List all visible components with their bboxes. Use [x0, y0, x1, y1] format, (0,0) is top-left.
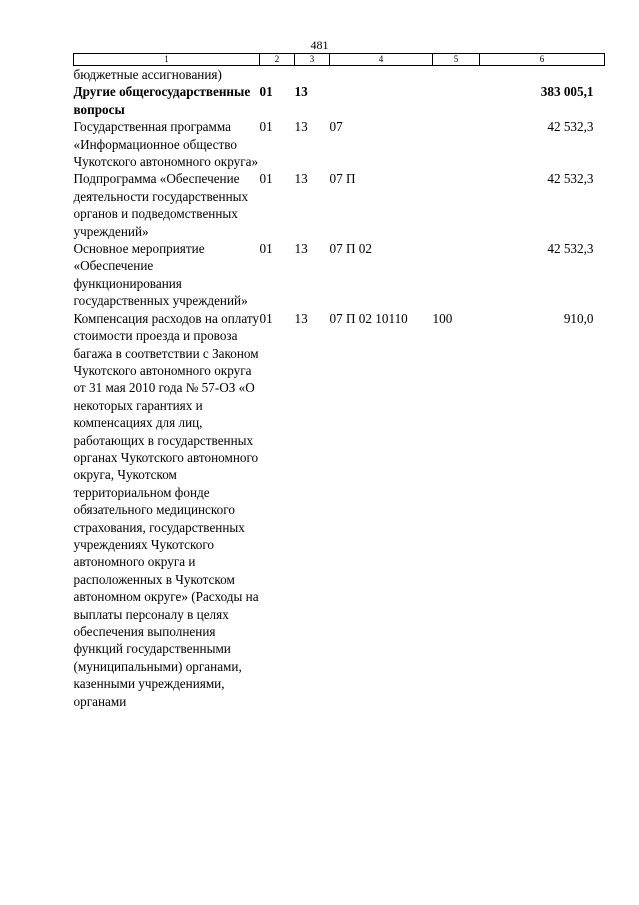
row-section: 01 [259, 171, 273, 187]
row-target: 07 П 02 [329, 241, 372, 257]
row-subsection: 13 [294, 241, 308, 257]
row-expense-type: 100 [432, 310, 453, 326]
row-expense-type [433, 118, 480, 170]
header-col-1: 1 [74, 54, 260, 66]
row-section: 01 [259, 310, 273, 326]
row-subsection: 13 [294, 119, 308, 135]
row-expense-type [433, 83, 480, 118]
budget-table [73, 53, 605, 710]
row-amount: 42 532,3 [547, 171, 594, 187]
row-name: Государственная программа «Информационное общество Чукотского автономного округа» [73, 119, 259, 170]
row-target [330, 83, 433, 118]
table-row [74, 118, 605, 170]
header-col-3: 3 [295, 54, 330, 66]
row-section: 01 [259, 119, 273, 135]
table-row [74, 83, 605, 118]
table-row [74, 240, 605, 310]
row-name: Другие общегосударственные вопросы [73, 84, 251, 117]
table-body [74, 66, 605, 711]
row-amount: 42 532,3 [547, 119, 594, 135]
row-subsection: 13 [294, 310, 308, 326]
row-target: 07 П 02 10110 [329, 310, 408, 326]
row-section: 01 [259, 84, 273, 100]
row-amount [480, 66, 605, 84]
row-expense-type [433, 66, 480, 84]
row-target: 07 [329, 119, 343, 135]
page-number: 481 [310, 38, 329, 52]
row-name: Основное мероприятие «Обеспечение функционирования государственных учреждений» [73, 241, 248, 309]
row-amount: 910,0 [563, 310, 594, 326]
row-amount: 383 005,1 [540, 84, 594, 100]
header-col-6: 6 [480, 54, 605, 66]
row-expense-type [433, 240, 480, 310]
header-col-4: 4 [330, 54, 433, 66]
row-name: бюджетные ассигнования) [73, 67, 222, 82]
row-section: 01 [259, 241, 273, 257]
row-subsection: 13 [294, 84, 308, 100]
row-subsection [295, 66, 330, 84]
row-expense-type [433, 170, 480, 240]
header-row [74, 54, 605, 66]
row-target [330, 66, 433, 84]
table-header [74, 54, 605, 66]
row-name: Компенсация расходов на оплату стоимости проезда и провоза багажа в соответствии с Законом Чукотского автономного округа от 31 мая 2010 года № 57-ОЗ «О некоторых гарантиях и компенсациях для лиц, работающих в государственных органах Чукотского автономного округа, Чукотском территориальном фонде обязательного медицинского страхования, государственных учреждениях Чукотского автономного округа и расположенных в Чукотском автономном округе» (Расходы на выплаты персоналу в целях обеспечения выполнения функций государственными (муниципальными) органами, казенными учреждениями, органами [73, 310, 260, 709]
header-col-5: 5 [433, 54, 480, 66]
table-row [74, 66, 605, 84]
row-section [260, 66, 295, 84]
row-amount: 42 532,3 [547, 241, 594, 257]
row-target: 07 П [329, 171, 356, 187]
row-name: Подпрограмма «Обеспечение деятельности государственных органов и подведомственных учреждений» [73, 171, 249, 239]
table-row [74, 170, 605, 240]
row-subsection: 13 [294, 171, 308, 187]
table-row [74, 310, 605, 710]
header-col-2: 2 [260, 54, 295, 66]
